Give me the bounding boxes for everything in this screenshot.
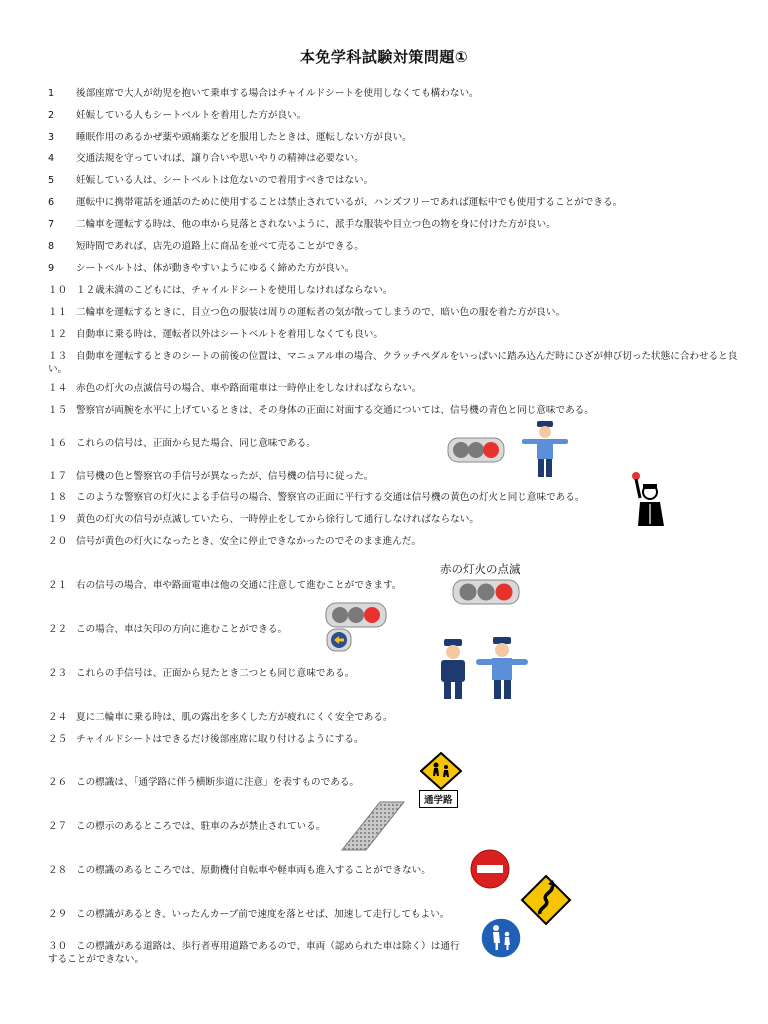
road-marking-icon bbox=[340, 800, 406, 852]
police-officer-icon bbox=[474, 635, 530, 701]
traffic-light-icon bbox=[447, 437, 505, 463]
pedestrian-only-sign-icon bbox=[480, 917, 522, 959]
question-29: ２９ この標識があるとき、いったんカーブ前で速度を落とせば、加速して走行してもよい。 bbox=[48, 909, 450, 920]
question-18: １８ このような警察官の灯火による手信号の場合、警察官の正面に平行する交通は信号機の黄色の灯火と同じ意味である。 bbox=[48, 492, 585, 503]
question-17: １７ 信号機の色と警察官の手信号が異なったが、信号機の信号に従った。 bbox=[48, 471, 374, 482]
question-3: 3 睡眠作用のあるかぜ薬や頭痛薬などを服用したときは、運転しない方が良い。 bbox=[48, 132, 412, 143]
question-7: 7 二輪車を運転する時は、他の車から見落とされないように、派手な服装や目立つ色の物を身に付けた方が良い。 bbox=[48, 219, 556, 230]
question-28: ２８ この標識のあるところでは、原動機付自転車や軽車両も進入することができない。 bbox=[48, 865, 431, 876]
question-10: １０ １２歳未満のこどもには、チャイルドシートを使用しなければならない。 bbox=[48, 285, 393, 296]
school-zone-sign-icon bbox=[420, 752, 462, 790]
question-6: 6 運転中に携帯電話を通話のために使用することは禁止されているが、ハンズフリーであれば運転中でも使用することができる。 bbox=[48, 197, 623, 208]
question-26: ２６ この標識は、「通学路に伴う横断歩道に注意」を表すものである。 bbox=[48, 777, 360, 788]
question-11: １１ 二輪車を運転するときに、目立つ色の服装は周りの運転者の気が散ってしまうので、暗い色の服を着た方が良い。 bbox=[48, 307, 566, 318]
question-15: １５ 警察官が両腕を水平に上げているときは、その身体の正面に対面する交通については、信号機の青色と同じ意味である。 bbox=[48, 405, 594, 416]
no-entry-sign-icon bbox=[470, 849, 510, 889]
question-24: ２４ 夏に二輪車に乗る時は、肌の露出を多くした方が疲れにくく安全である。 bbox=[48, 712, 393, 723]
question-27: ２７ この標示のあるところでは、駐車のみが禁止されている。 bbox=[48, 821, 326, 832]
question-14: １４ 赤色の灯火の点滅信号の場合、車や路面電車は一時停止をしなければならない。 bbox=[48, 383, 422, 394]
arrow-signal-icon bbox=[326, 628, 352, 652]
traffic-light-icon bbox=[325, 602, 387, 628]
question-8: 8 短時間であれば、店先の道路上に商品を並べて売ることができる。 bbox=[48, 241, 364, 252]
question-2: 2 妊娠している人もシートベルトを着用した方が良い。 bbox=[48, 110, 307, 121]
question-13: １３ 自動車を運転するときのシートの前後の位置は、マニュアル車の場合、クラッチペダルをいっぱいに踏み込んだ時にひざが伸び切った状態に合わせると良い。 bbox=[48, 351, 738, 375]
question-9: 9 シートベルトは、体が動きやすいようにゆるく締めた方が良い。 bbox=[48, 263, 355, 274]
question-5: 5 妊娠している人は、シートベルトは危ないので着用すべきではない。 bbox=[48, 175, 374, 186]
page-title: 本免学科試験対策問題① bbox=[299, 48, 469, 66]
question-22: ２２ この場合、車は矢印の方向に進むことができる。 bbox=[48, 624, 288, 635]
question-20: ２０ 信号が黄色の灯火になったとき、安全に停止できなかったのでそのまま進んだ。 bbox=[48, 536, 421, 547]
question-4: 4 交通法規を守っていれば、譲り合いや思いやりの精神は必要ない。 bbox=[48, 153, 364, 164]
question-1: 1 後部座席で大人が幼児を抱いて乗車する場合はチャイルドシートを使用しなくても構わない。 bbox=[48, 88, 479, 99]
question-21: ２１ 右の信号の場合、車や路面電車は他の交通に注意して進むことができます。 bbox=[48, 580, 402, 591]
police-officer-icon bbox=[520, 419, 570, 479]
question-19: １９ 黄色の灯火の信号が点滅していたら、一時停止をしてから徐行して通行しなければならない。 bbox=[48, 514, 479, 525]
police-officer-icon bbox=[436, 637, 470, 701]
police-officer-lamp-icon bbox=[628, 470, 670, 528]
winding-road-sign-icon bbox=[520, 874, 572, 926]
school-route-label: 通学路 bbox=[419, 790, 458, 808]
question-16: １６ これらの信号は、正面から見た場合、同じ意味である。 bbox=[48, 438, 316, 449]
question-23: ２３ これらの手信号は、正面から見たとき二つとも同じ意味である。 bbox=[48, 668, 355, 679]
caption-red-blink: 赤の灯火の点滅 bbox=[440, 562, 521, 576]
traffic-light-icon bbox=[452, 579, 520, 605]
question-12: １２ 自動車に乗る時は、運転者以外はシートベルトを着用しなくても良い。 bbox=[48, 329, 383, 340]
question-30: ３０ この標識がある道路は、歩行者専用道路であるので、車両（認められた車は除く）は通行することができない。 bbox=[48, 941, 460, 965]
question-25: ２５ チャイルドシートはできるだけ後部座席に取り付けるようにする。 bbox=[48, 734, 364, 745]
